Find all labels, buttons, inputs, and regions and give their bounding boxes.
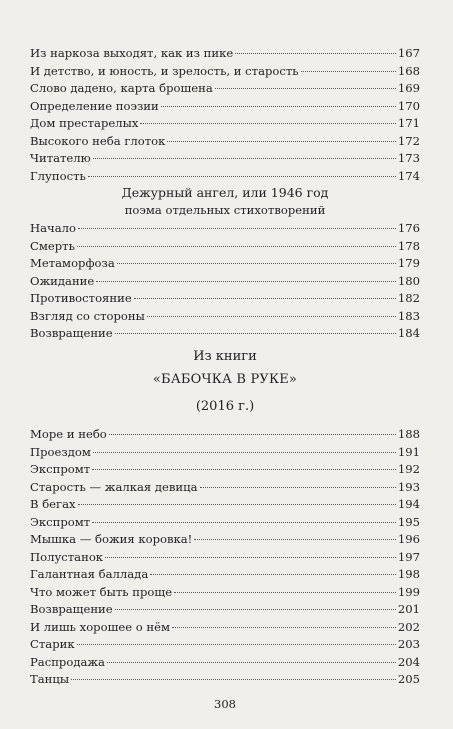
- toc-entry: [30, 654, 420, 672]
- dot-leader: [92, 469, 396, 470]
- toc-entry-page: 173: [397, 151, 420, 165]
- dot-leader: [117, 263, 396, 264]
- dot-leader: [93, 158, 396, 159]
- toc-entry: [30, 45, 420, 63]
- toc-entry-page: 191: [397, 444, 420, 459]
- dot-leader: [115, 333, 396, 334]
- dot-leader: [161, 106, 396, 107]
- toc-entry-title: Начало: [30, 221, 76, 235]
- toc-entry-page: 183: [397, 308, 420, 323]
- toc-entry: [30, 290, 420, 308]
- toc-entry-page: 176: [397, 221, 420, 235]
- toc-entry-title: Мышка — божия коровка!: [30, 532, 193, 546]
- toc-entry: [30, 426, 420, 444]
- toc-entry-title: Что может быть проще: [30, 584, 173, 599]
- toc-entry-title: Из наркоза выходят, как из пике: [30, 46, 234, 60]
- toc-entry-page: 198: [397, 567, 420, 581]
- toc-entry-page: 188: [397, 427, 420, 441]
- toc-entry-page: 169: [397, 81, 420, 95]
- toc-entry: [30, 671, 420, 689]
- toc-entry: [30, 220, 420, 238]
- toc-entry-title: И детство, и юность, и зрелость, и старость: [30, 63, 299, 78]
- toc-entry-title: Проездом: [30, 444, 91, 459]
- toc-entry-page: 202: [397, 619, 420, 634]
- toc-entry: [30, 115, 420, 133]
- dot-leader: [301, 71, 396, 72]
- toc-entry-title: Старик: [30, 637, 75, 651]
- toc-entry-page: 195: [397, 514, 420, 529]
- book-title: «БАБОЧКА В РУКЕ»: [152, 372, 298, 387]
- toc-entry-title: Взгляд со стороны: [30, 308, 145, 323]
- toc-entry-title: В бегах: [30, 497, 76, 511]
- toc-entry-title: Читателю: [30, 151, 91, 165]
- toc-entry: [30, 619, 420, 637]
- toc-entry: [30, 636, 420, 654]
- toc-entry-title: Старость — жалкая девица: [30, 479, 198, 494]
- toc-entry-page: 194: [397, 497, 420, 511]
- dot-leader: [235, 53, 396, 54]
- dot-leader: [78, 504, 396, 505]
- toc-entry-page: 168: [397, 63, 420, 78]
- toc-entry-page: 205: [397, 672, 420, 686]
- toc-entry-title: Дом престарелых: [30, 116, 139, 130]
- dot-leader: [147, 316, 396, 317]
- toc-entry-title: Танцы: [30, 672, 70, 686]
- toc-entry-title: Ожидание: [30, 273, 95, 288]
- toc-entry-title: Высокого неба глоток: [30, 133, 166, 148]
- dot-leader: [78, 228, 396, 229]
- toc-entry: [30, 150, 420, 168]
- toc-entry-page: 184: [397, 326, 420, 340]
- toc-entry: [30, 461, 420, 479]
- toc-entry: [30, 514, 420, 532]
- toc-entry-title: Метаморфоза: [30, 256, 115, 270]
- toc-list-book: [30, 426, 420, 689]
- dot-leader: [77, 644, 396, 645]
- toc-entry: [30, 133, 420, 151]
- toc-entry-title: Море и небо: [30, 427, 107, 441]
- toc-entry-title: Глупость: [30, 168, 86, 183]
- dot-leader: [174, 592, 396, 593]
- toc-entry-page: 179: [397, 256, 420, 270]
- toc-entry: [30, 273, 420, 291]
- toc-entry-title: Определение поэзии: [30, 98, 159, 113]
- toc-entry-page: 178: [397, 238, 420, 253]
- dot-leader: [172, 627, 396, 628]
- toc-entry-title: Распродажа: [30, 654, 105, 669]
- toc-entry: [30, 325, 420, 343]
- dot-leader: [92, 522, 396, 523]
- dot-leader: [140, 123, 396, 124]
- toc-entry-title: Экспромт: [30, 514, 91, 529]
- dot-leader: [109, 434, 396, 435]
- toc-entry: [30, 531, 420, 549]
- toc-entry-title: Возвращение: [30, 602, 113, 616]
- toc-entry-page: 199: [397, 584, 420, 599]
- dot-leader: [93, 452, 396, 453]
- toc-entry: [30, 238, 420, 256]
- book-year: (2016 г.): [195, 399, 255, 414]
- toc-entry-page: 170: [397, 98, 420, 113]
- toc-entry: [30, 479, 420, 497]
- toc-entry-title: Возвращение: [30, 326, 113, 340]
- toc-entry: [30, 566, 420, 584]
- toc-entry-page: 204: [397, 654, 420, 669]
- dot-leader: [71, 679, 396, 680]
- toc-entry-page: 167: [397, 46, 420, 60]
- toc-entry: [30, 168, 420, 186]
- toc-entry: [30, 80, 420, 98]
- toc-entry-page: 196: [397, 532, 420, 546]
- dot-leader: [115, 609, 396, 610]
- toc-entry-page: 172: [397, 133, 420, 148]
- toc-entry: [30, 549, 420, 567]
- book-label: Из книги: [193, 349, 257, 364]
- toc-entry: [30, 255, 420, 273]
- toc-entry-page: 182: [397, 291, 420, 305]
- dot-leader: [150, 574, 396, 575]
- dot-leader: [105, 557, 396, 558]
- toc-list-group1: [30, 45, 420, 185]
- toc-entry-title: Галантная баллада: [30, 567, 149, 581]
- toc-entry: [30, 444, 420, 462]
- toc-entry-title: Слово дадено, карта брошена: [30, 81, 213, 95]
- toc-entry-title: Смерть: [30, 238, 75, 253]
- toc-entry-page: 193: [397, 479, 420, 494]
- dot-leader: [134, 298, 396, 299]
- toc-entry-page: 174: [397, 168, 420, 183]
- section-title: Дежурный ангел, или 1946 год: [121, 185, 329, 200]
- toc-entry-page: 203: [397, 637, 420, 651]
- toc-list-section2: [30, 220, 420, 343]
- dot-leader: [200, 487, 396, 488]
- toc-entry-title: Полустанок: [30, 549, 104, 564]
- toc-entry: [30, 496, 420, 514]
- toc-entry-page: 180: [397, 273, 420, 288]
- dot-leader: [194, 539, 396, 540]
- dot-leader: [167, 141, 395, 142]
- toc-entry-page: 197: [397, 549, 420, 564]
- toc-entry: [30, 98, 420, 116]
- dot-leader: [107, 662, 396, 663]
- dot-leader: [215, 88, 396, 89]
- toc-entry: [30, 584, 420, 602]
- section-subtitle: поэма отдельных стихотворений: [124, 203, 326, 217]
- toc-entry-title: Экспромт: [30, 462, 91, 476]
- dot-leader: [77, 246, 396, 247]
- toc-entry-title: Противостояние: [30, 291, 132, 305]
- page-number: 308: [214, 697, 236, 711]
- dot-leader: [96, 281, 396, 282]
- toc-entry: [30, 308, 420, 326]
- toc-entry-page: 201: [397, 602, 420, 616]
- dot-leader: [88, 176, 396, 177]
- toc-entry-title: И лишь хорошее о нём: [30, 619, 171, 634]
- toc-entry-page: 171: [397, 116, 420, 130]
- toc-entry: [30, 63, 420, 81]
- toc-entry: [30, 601, 420, 619]
- toc-entry-page: 192: [397, 462, 420, 476]
